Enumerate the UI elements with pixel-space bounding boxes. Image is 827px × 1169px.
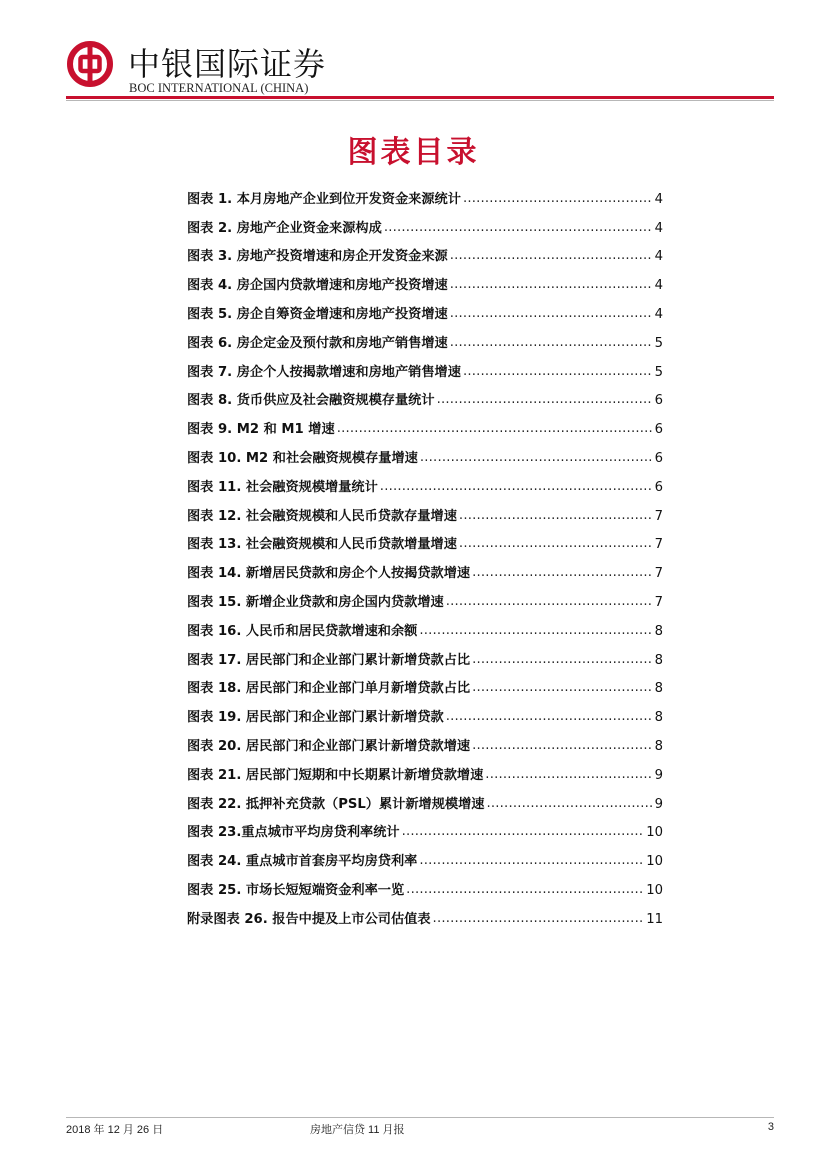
toc-entry-page[interactable]: 5 xyxy=(654,335,663,351)
toc-entry[interactable] xyxy=(187,754,663,783)
toc-dot-leader xyxy=(472,738,653,754)
toc-dot-leader xyxy=(450,248,653,264)
toc-entry[interactable] xyxy=(187,898,663,927)
header-red-rule xyxy=(66,96,774,99)
toc-entry[interactable] xyxy=(187,264,663,293)
page-title: 图表目录 xyxy=(347,135,480,170)
toc-entry-page[interactable]: 8 xyxy=(654,738,663,754)
toc-entry[interactable] xyxy=(187,668,663,697)
toc-entry[interactable] xyxy=(187,725,663,754)
toc-entry[interactable] xyxy=(187,524,663,553)
toc-dot-leader xyxy=(406,882,644,898)
toc-dot-leader xyxy=(485,767,652,783)
toc-dot-leader xyxy=(459,536,653,552)
toc-entry[interactable] xyxy=(187,293,663,322)
toc-dot-leader xyxy=(433,911,645,927)
toc-dot-leader xyxy=(437,392,653,408)
toc-entry[interactable] xyxy=(187,437,663,466)
toc-entry-page[interactable]: 4 xyxy=(654,220,663,236)
toc-dot-leader xyxy=(486,796,652,812)
toc-entry-label[interactable]: 图表 19. 居民部门和企业部门累计新增贷款 xyxy=(187,710,444,726)
toc-dot-leader xyxy=(472,652,653,668)
toc-entry-label[interactable]: 图表 17. 居民部门和企业部门累计新增贷款占比 xyxy=(187,652,471,668)
toc-entry-label[interactable]: 图表 24. 重点城市首套房平均房贷利率 xyxy=(187,854,418,870)
toc-entry[interactable] xyxy=(187,178,663,207)
toc-entry-page[interactable]: 8 xyxy=(654,623,663,639)
toc-dot-leader xyxy=(337,421,653,437)
toc-entry[interactable] xyxy=(187,552,663,581)
toc-dot-leader xyxy=(420,450,653,466)
toc-dot-leader xyxy=(450,306,653,322)
toc-entry-page[interactable]: 7 xyxy=(654,537,663,553)
toc-dot-leader xyxy=(450,335,653,351)
toc-dot-leader xyxy=(450,277,653,293)
toc-entry-label[interactable]: 图表 11. 社会融资规模增量统计 xyxy=(187,479,378,495)
footer-rule xyxy=(66,1117,774,1118)
toc-dot-leader xyxy=(463,191,653,207)
toc-entry-page[interactable]: 6 xyxy=(654,479,663,495)
toc-entry-page[interactable]: 4 xyxy=(654,278,663,294)
toc-entry-page[interactable]: 4 xyxy=(654,249,663,265)
brand-name-en: BOC INTERNATIONAL (CHINA) xyxy=(129,81,309,95)
toc-entry-label[interactable]: 图表 1. 本月房地产企业到位开发资金来源统计 xyxy=(187,191,461,207)
toc-entry-page[interactable]: 5 xyxy=(654,364,663,380)
table-of-figures xyxy=(187,178,663,927)
toc-entry[interactable] xyxy=(187,783,663,812)
toc-entry-label[interactable]: 图表 16. 人民币和居民贷款增速和余额 xyxy=(187,623,418,639)
toc-entry-page[interactable]: 7 xyxy=(654,594,663,610)
boc-logo-icon xyxy=(66,40,114,88)
toc-entry-page[interactable]: 8 xyxy=(654,652,663,668)
toc-entry-page[interactable]: 10 xyxy=(646,825,663,841)
toc-dot-leader xyxy=(419,623,652,639)
toc-entry-page[interactable]: 6 xyxy=(654,422,663,438)
toc-dot-leader xyxy=(446,709,653,725)
toc-entry-label[interactable]: 图表 6. 房企定金及预付款和房地产销售增速 xyxy=(187,335,448,351)
toc-dot-leader xyxy=(472,680,653,696)
toc-dot-leader xyxy=(472,565,653,581)
toc-dot-leader xyxy=(402,824,645,840)
toc-entry-label[interactable]: 图表 10. M2 和社会融资规模存量增速 xyxy=(187,450,418,466)
toc-entry[interactable] xyxy=(187,380,663,409)
toc-entry-page[interactable]: 10 xyxy=(646,854,663,870)
footer-report-name: 房地产信贷 11 月报 xyxy=(310,1124,405,1136)
toc-dot-leader xyxy=(384,220,653,236)
toc-entry[interactable] xyxy=(187,812,663,841)
toc-entry-label[interactable]: 图表 13. 社会融资规模和人民币贷款增量增速 xyxy=(187,537,457,553)
footer-page-number: 3 xyxy=(767,1121,774,1133)
toc-entry-label[interactable]: 图表 21. 居民部门短期和中长期累计新增贷款增速 xyxy=(187,767,484,783)
toc-entry-label[interactable]: 图表 2. 房地产企业资金来源构成 xyxy=(187,220,382,236)
toc-entry-page[interactable]: 4 xyxy=(654,306,663,322)
toc-entry-label[interactable]: 图表 20. 居民部门和企业部门累计新增贷款增速 xyxy=(187,738,471,754)
toc-entry-label[interactable]: 附录图表 26. 报告中提及上市公司估值表 xyxy=(187,911,431,927)
toc-entry[interactable] xyxy=(187,351,663,380)
toc-entry-page[interactable]: 7 xyxy=(654,566,663,582)
toc-entry[interactable] xyxy=(187,408,663,437)
toc-entry-label[interactable]: 图表 22. 抵押补充贷款（PSL）累计新增规模增速 xyxy=(187,796,485,812)
toc-entry-label[interactable]: 图表 23.重点城市平均房贷利率统计 xyxy=(187,825,400,841)
toc-entry-label[interactable]: 图表 12. 社会融资规模和人民币贷款存量增速 xyxy=(187,508,457,524)
toc-entry-page[interactable]: 8 xyxy=(654,710,663,726)
toc-entry-label[interactable]: 图表 7. 房企个人按揭款增速和房地产销售增速 xyxy=(187,364,461,380)
toc-entry[interactable] xyxy=(187,581,663,610)
toc-entry-label[interactable]: 图表 15. 新增企业贷款和房企国内贷款增速 xyxy=(187,594,444,610)
toc-entry[interactable] xyxy=(187,236,663,265)
toc-entry[interactable] xyxy=(187,639,663,668)
toc-entry[interactable] xyxy=(187,869,663,898)
toc-entry[interactable] xyxy=(187,207,663,236)
toc-entry[interactable] xyxy=(187,322,663,351)
toc-entry[interactable] xyxy=(187,840,663,869)
toc-entry-page[interactable]: 10 xyxy=(646,882,663,898)
toc-entry[interactable] xyxy=(187,466,663,495)
toc-entry-label[interactable]: 图表 8. 货币供应及社会融资规模存量统计 xyxy=(187,393,435,409)
toc-dot-leader xyxy=(446,594,653,610)
toc-entry-label[interactable]: 图表 14. 新增居民贷款和房企个人按揭贷款增速 xyxy=(187,566,471,582)
header-grey-rule xyxy=(66,100,774,101)
toc-entry-page[interactable]: 9 xyxy=(654,796,663,812)
toc-entry-page[interactable]: 8 xyxy=(654,681,663,697)
toc-dot-leader xyxy=(380,479,653,495)
toc-entry-page[interactable]: 9 xyxy=(654,767,663,783)
toc-entry-label[interactable]: 图表 25. 市场长短短端资金利率一览 xyxy=(187,882,405,898)
toc-entry-label[interactable]: 图表 3. 房地产投资增速和房企开发资金来源 xyxy=(187,249,448,265)
toc-entry[interactable] xyxy=(187,610,663,639)
toc-entry-page[interactable]: 7 xyxy=(654,508,663,524)
toc-entry-page[interactable]: 6 xyxy=(654,450,663,466)
toc-entry-page[interactable]: 6 xyxy=(654,393,663,409)
toc-entry-page[interactable]: 11 xyxy=(646,911,663,927)
toc-dot-leader xyxy=(419,853,644,869)
toc-entry[interactable] xyxy=(187,495,663,524)
toc-entry-label[interactable]: 图表 5. 房企自筹资金增速和房地产投资增速 xyxy=(187,306,448,322)
toc-dot-leader xyxy=(459,508,653,524)
toc-entry[interactable] xyxy=(187,696,663,725)
toc-dot-leader xyxy=(463,364,653,380)
footer-date: 2018 年 12 月 26 日 xyxy=(66,1124,164,1136)
toc-entry-label[interactable]: 图表 9. M2 和 M1 增速 xyxy=(187,422,335,438)
toc-entry-page[interactable]: 4 xyxy=(654,191,663,207)
toc-entry-label[interactable]: 图表 4. 房企国内贷款增速和房地产投资增速 xyxy=(187,278,448,294)
toc-entry-label[interactable]: 图表 18. 居民部门和企业部门单月新增贷款占比 xyxy=(187,681,471,697)
brand-name-cn: 中银国际证券 xyxy=(128,45,327,83)
